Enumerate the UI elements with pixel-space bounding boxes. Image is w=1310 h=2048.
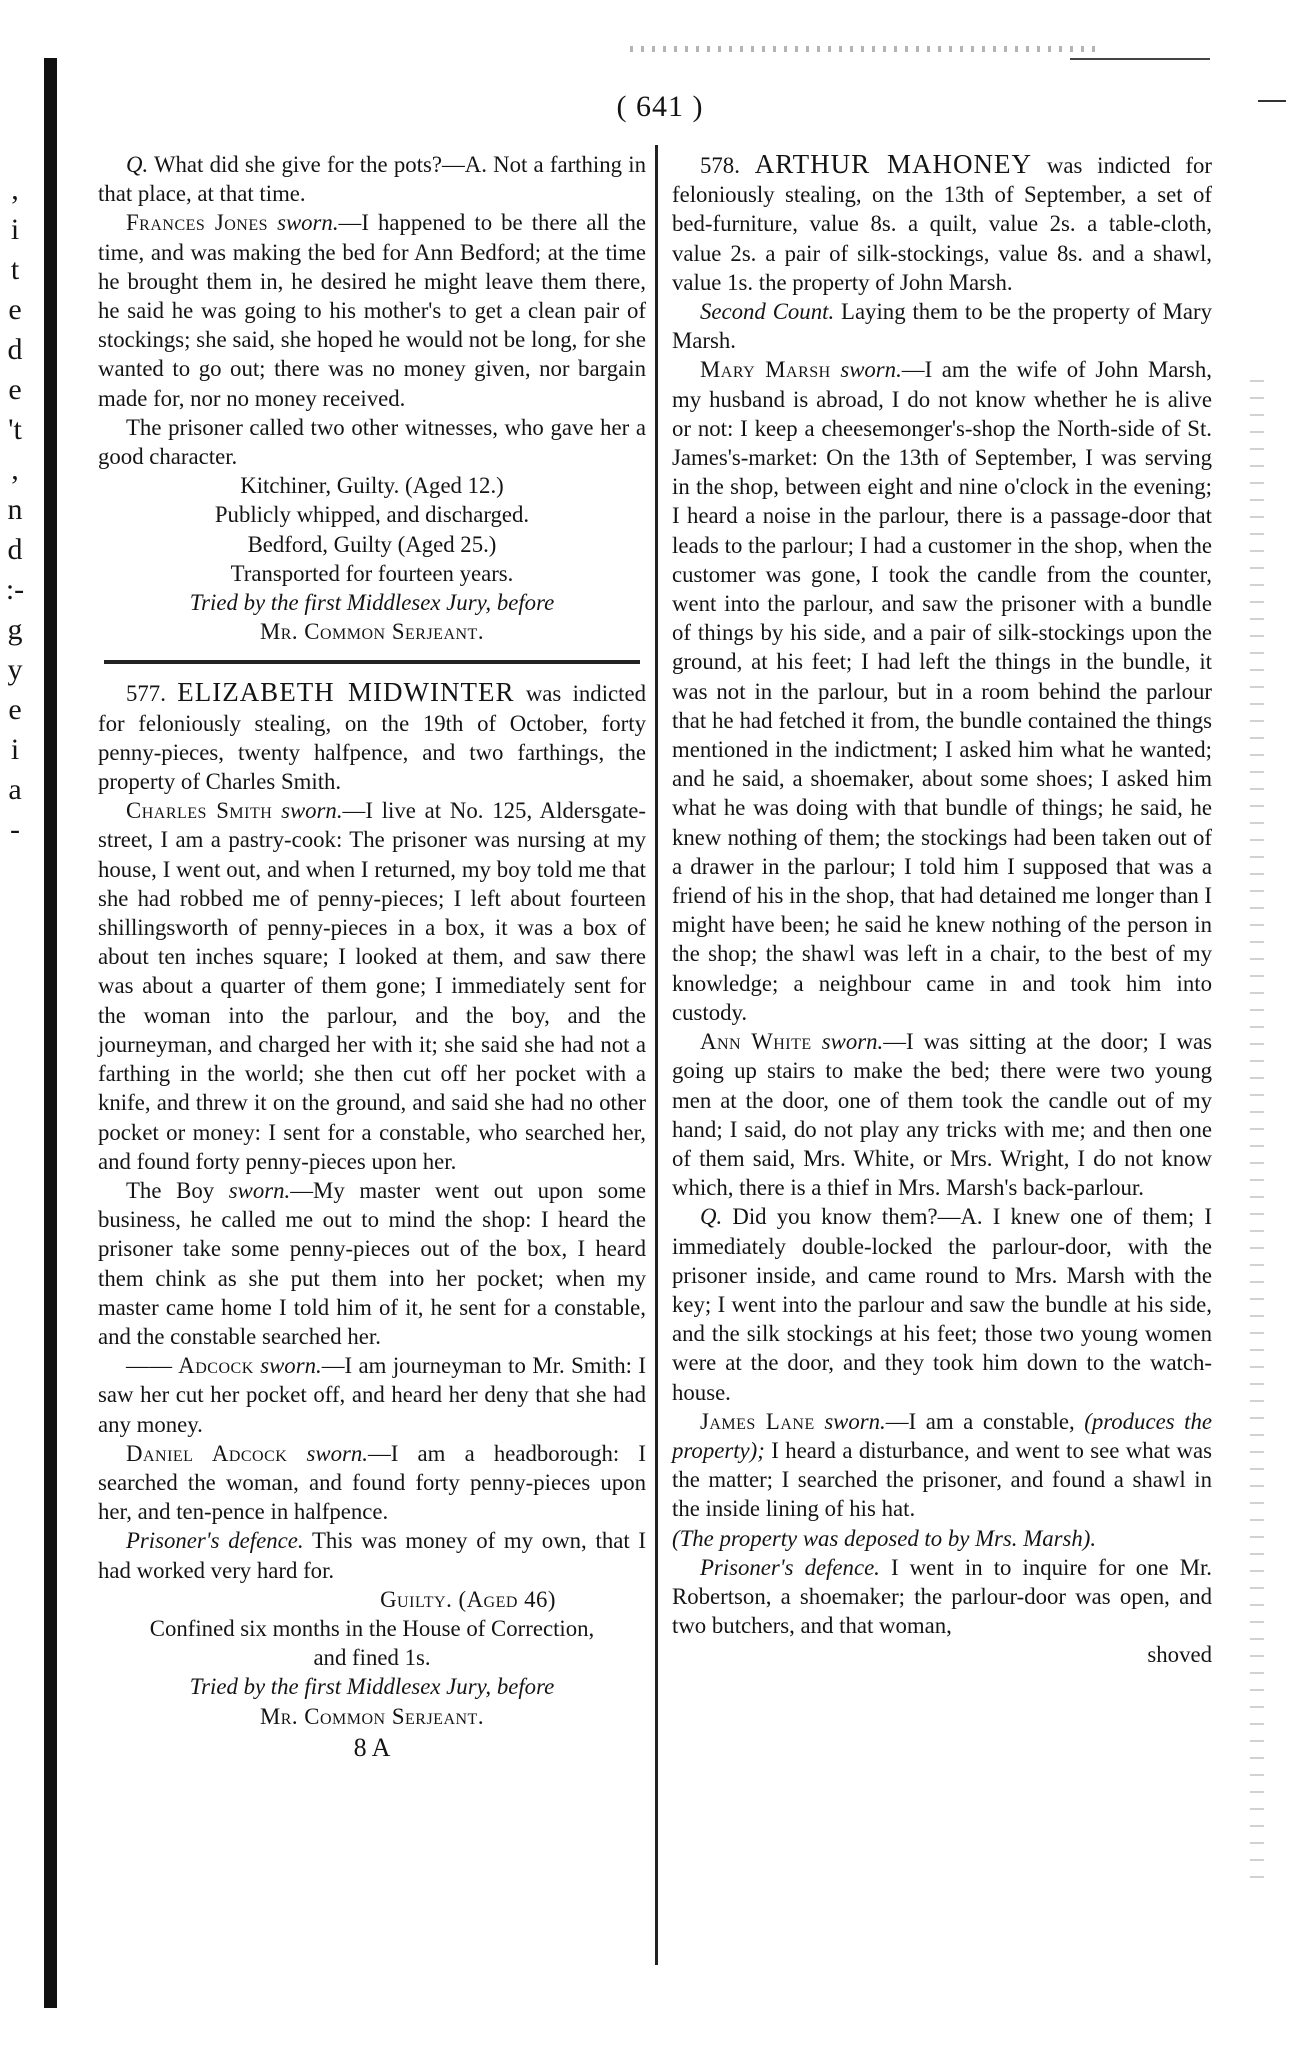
margin-fragment: :-: [5, 573, 25, 606]
page-number: ( 641 ): [616, 90, 704, 123]
question-paragraph-2: Q. Did you know them?—A. I knew one of them; I immediately double-locked the parlour-door, with the prisoner inside, and came round to Mrs. Marsh with the key; I went into the parlour and saw the bundle at his side, and the silk stockings at his feet; those two young women were at the door, and they took him down to the watch-house.: [672, 1204, 1213, 1405]
margin-fragment: n: [7, 493, 23, 526]
margin-fragment: ,: [11, 453, 19, 486]
character-witnesses: The prisoner called two other witnesses, who gave her a good character.: [98, 414, 646, 470]
testimony-ann-white: Ann White sworn.—I was sitting at the door; I was going up stairs to make the bed; there were two young men at the door, one of them took the candle out of my hand; I said, do not play any tricks with me; and then one of them said, Mrs. White, or Mrs. Wright, I do not know which, there is a thief in Mrs. Marsh's back-parlour.: [672, 1029, 1213, 1201]
verdict-midwinter: Guilty. (Aged 46): [380, 1586, 556, 1612]
margin-fragment: i: [10, 733, 20, 766]
jury-line: Tried by the first Middlesex Jury, before: [189, 590, 555, 616]
top-right-rule: [1070, 58, 1210, 60]
margin-fragment: i: [10, 213, 20, 246]
testimony-james-lane: James Lane sworn.—I am a constable, (produces the property); I heard a disturbance, and went to see what was the matter; I searched the prisoner, and found a shawl in the inside lining of his hat.: [672, 1408, 1213, 1522]
judge-line: Mr. Common Serjeant.: [259, 619, 485, 645]
testimony-mary-marsh: Mary Marsh sworn.—I am the wife of John Marsh, my husband is abroad, I do not know whether he is alive or not: I keep a cheesemonger's-shop the North-side of St. James's-market: On the 13th of September, I was serving in the shop, between eight and nine o'clock in the evening; I heard a noise in the parlour, there is a passage-door that leads to the parlour; I had a customer in the shop, when the customer was gone, I took the candle from the counter, went into the parlour, and saw the prisoner with a bundle of things by his side, and a pair of silk-stockings upon the ground, at his feet; I had left the things in the bundle, it was not in the parlour, but in a room behind the parlour that he had fetched it from, the bundle contained the things mentioned in the indictment; I asked him what he wanted; and he said, a shoemaker, about some shoes; I asked him what he was doing with that bundle of things; he said, he knew nothing of them; the stockings had been taken out of a drawer in the parlour; I told him I supposed that was a friend of his in the shop, that had detained me longer than I might have been; he said he knew nothing of the person in the shop; the shawl was left in a chair, to the best of my knowledge; a neighbour came in and took him into custody.: [672, 357, 1213, 1025]
margin-fragment: d: [7, 533, 23, 566]
margin-fragment: e: [8, 693, 22, 726]
testimony-frances-jones: Frances Jones sworn.—I happened to be there all the time, and was making the bed for Ann Bedford; at the time he brought them in, he desired he might leave them there, he said he was going to his mother's to get a clean pair of stockings; she said, she hoped he would not be long, for she wanted to go out; there was no money given, nor bargain made for, nor no money received.: [98, 210, 647, 411]
margin-fragment: a: [8, 773, 22, 806]
sentence-bedford: Transported for fourteen years.: [230, 560, 514, 586]
column-divider: [655, 145, 658, 1965]
sentence-midwinter-2: and fined 1s.: [313, 1645, 431, 1671]
testimony-adcock: —— Adcock sworn.—I am journeyman to Mr. Smith: I saw her cut her pocket off, and heard her deny that she had any money.: [98, 1353, 646, 1437]
margin-fragment: ,: [11, 173, 19, 206]
binding-shadow: [44, 58, 57, 2008]
margin-fragment: g: [7, 613, 23, 646]
top-margin-specks: [630, 46, 1100, 52]
catchword: shoved: [1147, 1642, 1212, 1668]
case-578-heading: 578. ARTHUR MAHONEY was indicted for feloniously stealing, on the 13th of September, a set of bed-furniture, value 8s. a quilt, value 2s. a table-cloth, value 2s. a pair of silk-stockings, value 8s. and a shawl, value 1s. the property of John Marsh.: [672, 149, 1212, 295]
case-577-heading: 577. ELIZABETH MIDWINTER was indicted for feloniously stealing, on the 19th of October, forty penny-pieces, twenty halfpence, and two farthings, the property of Charles Smith.: [98, 677, 646, 795]
verdict-bedford: Bedford, Guilty (Aged 25.): [247, 531, 497, 557]
question-paragraph: Q. What did she give for the pots?—A. Not a farthing in that place, at that time.: [98, 152, 646, 207]
margin-fragment: 't: [8, 413, 22, 446]
signature-mark: 8 A: [353, 1732, 391, 1762]
property-deposed: (The property was deposed to by Mrs. Marsh).: [672, 1525, 1097, 1551]
case-separator: [104, 660, 640, 664]
margin-fragment: e: [8, 293, 22, 326]
margin-fragment: y: [7, 653, 23, 686]
jury-line-2: Tried by the first Middlesex Jury, before: [189, 1674, 555, 1700]
testimony-daniel-adcock: Daniel Adcock sworn.—I am a headborough: I searched the woman, and found forty penny-pieces upon her, and ten-pence in halfpence.: [98, 1440, 646, 1525]
margin-fragment: d: [7, 333, 23, 366]
margin-fragment: t: [10, 253, 20, 286]
prisoner-defence-2: Prisoner's defence. I went in to inquire for one Mr. Robertson, a shoemaker; the parlour-door was open, and two butchers, and that woman,: [672, 1554, 1212, 1639]
verdict-kitchiner: Kitchiner, Guilty. (Aged 12.): [240, 473, 504, 499]
judge-line-2: Mr. Common Serjeant.: [259, 1703, 485, 1729]
testimony-charles-smith: Charles Smith sworn.—I live at No. 125, Aldersgate-street, I am a pastry-cook: The prisoner was nursing at my house, I went out, and when I returned, my boy told me that she had robbed me of penny-pieces; I left about fourteen shillingsworth of penny-pieces in a box, it was a box of about ten inches square; I looked at them, and saw there was about a quarter of them gone; I immediately sent for the woman into the parlour, and the boy, and the journeyman, and charged her with it; she said she had not a farthing in the world; she then cut off her pocket with a knife, and threw it on the ground, and said she had no other pocket or money: I sent for a constable, who searched her, and found forty penny-pieces upon her.: [98, 798, 646, 1174]
second-count: Second Count. Laying them to be the property of Mary Marsh.: [672, 299, 1212, 354]
margin-fragment: -: [10, 813, 20, 846]
right-margin-dash: [1258, 100, 1286, 102]
prisoner-defence: Prisoner's defence. This was money of my own, that I had worked very hard for.: [98, 1528, 647, 1583]
left-margin-fragments: [0, 170, 30, 850]
right-margin-specks: [1250, 380, 1264, 1880]
margin-fragment: e: [8, 373, 22, 406]
left-column: [98, 150, 646, 1762]
sentence-kitchiner: Publicly whipped, and discharged.: [214, 502, 530, 528]
sentence-midwinter-1: Confined six months in the House of Correction,: [149, 1615, 595, 1641]
testimony-boy: The Boy sworn.—My master went out upon some business, he called me out to mind the shop: I heard the prisoner take some penny-pieces out of the box, I heard them chink as she put them into her pocket; when my master came home I told him of it, he sent for a constable, and the constable searched her.: [98, 1177, 646, 1349]
right-column: [672, 150, 1212, 1670]
